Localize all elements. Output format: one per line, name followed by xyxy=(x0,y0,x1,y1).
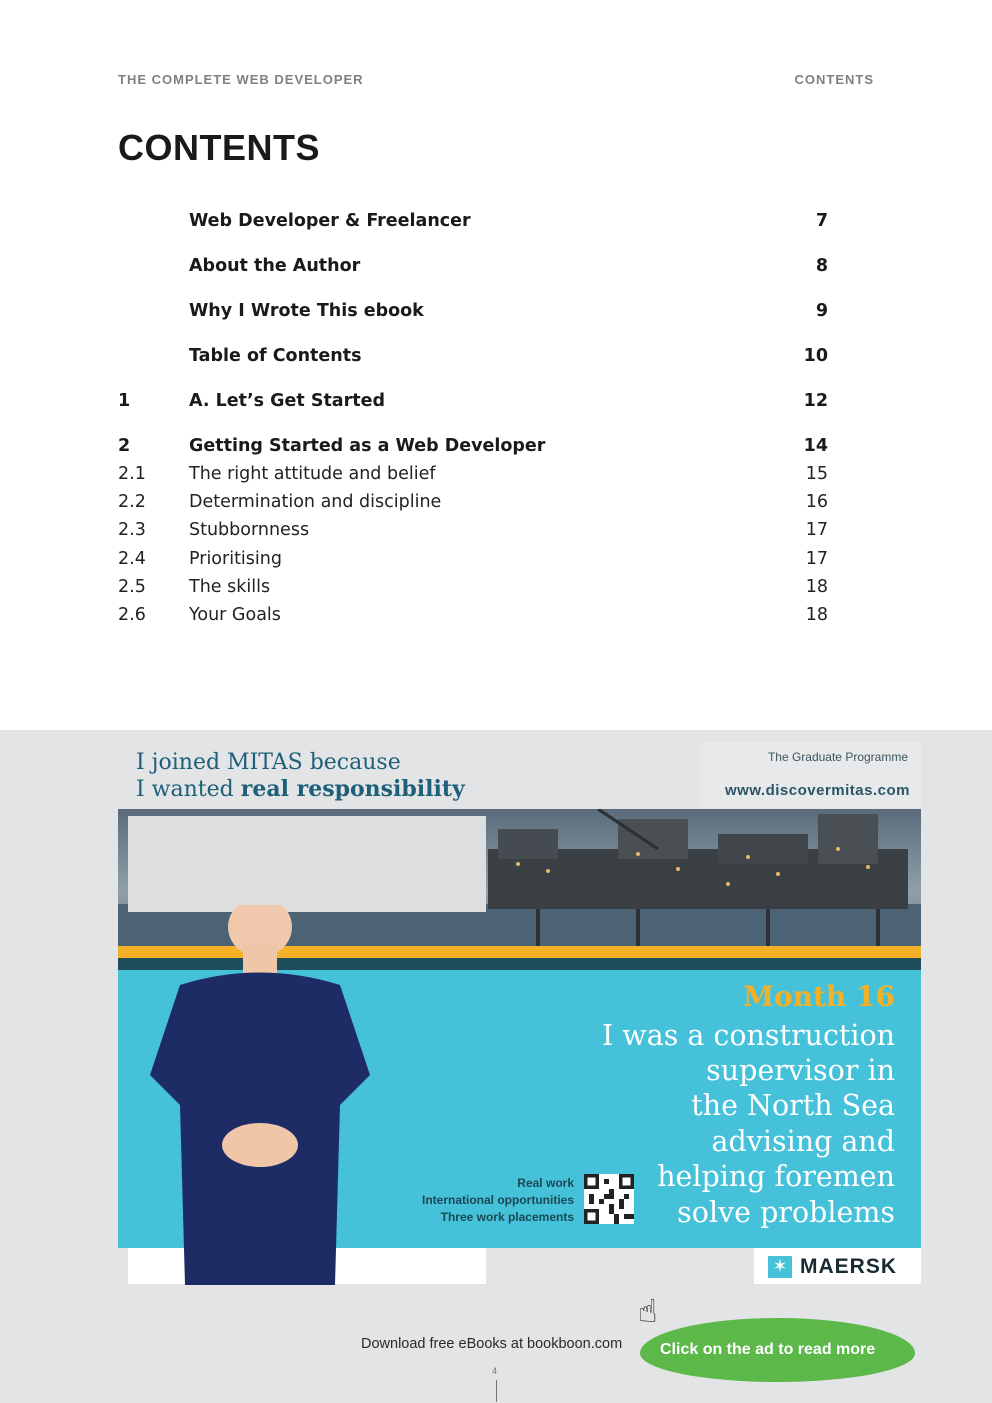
ad-headline-bold: real responsibility xyxy=(240,776,465,802)
toc-label: Getting Started as a Web Developer xyxy=(189,436,546,456)
ad-headline-line1: I joined MITAS because xyxy=(136,750,401,775)
ad-url-link[interactable]: www.discovermitas.com xyxy=(724,782,910,799)
read-more-label: Click on the ad to read more xyxy=(660,1341,876,1358)
toc-page: 16 xyxy=(805,492,828,512)
running-head-left: THE COMPLETE WEB DEVELOPER xyxy=(118,72,364,87)
toc-page: 9 xyxy=(815,301,828,321)
ad-quote-line: supervisor in xyxy=(706,1054,895,1087)
ad-headline-prefix: I wanted xyxy=(136,777,241,802)
ad-graduate-text: The Graduate Programme xyxy=(767,750,908,764)
toc-label: Web Developer & Freelancer xyxy=(189,211,471,231)
toc-row[interactable] xyxy=(118,301,828,325)
ad-quote-line: I was a construction xyxy=(601,1019,895,1052)
toc-page: 10 xyxy=(803,346,828,366)
toc-label: Table of Contents xyxy=(189,346,362,366)
ad-photo-placeholder xyxy=(128,816,486,912)
platform-module xyxy=(818,814,878,864)
qr-pattern xyxy=(584,1174,634,1224)
ad-quote-line: the North Sea xyxy=(691,1089,895,1122)
maersk-logo-text: MAERSK xyxy=(800,1255,898,1278)
toc-row[interactable] xyxy=(118,391,828,415)
page-number: 4 xyxy=(492,1366,498,1376)
toc-row[interactable] xyxy=(118,492,828,516)
toc-label: Prioritising xyxy=(189,549,282,569)
toc-num: 2.5 xyxy=(118,577,146,597)
toc-page: 15 xyxy=(805,464,828,484)
toc-page: 14 xyxy=(803,436,828,456)
page-divider xyxy=(496,1380,497,1402)
toc-label: Your Goals xyxy=(189,605,281,625)
ad-feature: Real work xyxy=(517,1176,574,1190)
toc-row[interactable] xyxy=(118,520,828,544)
toc-row[interactable] xyxy=(118,346,828,370)
toc-row[interactable] xyxy=(118,549,828,573)
toc-num: 2.1 xyxy=(118,464,146,484)
ad-feature: International opportunities xyxy=(422,1193,574,1207)
hands xyxy=(222,1123,298,1167)
woman-photo xyxy=(140,905,380,1285)
toc-row[interactable] xyxy=(118,256,828,280)
toc-page: 12 xyxy=(803,391,828,411)
toc-row[interactable] xyxy=(118,577,828,601)
running-head-right: CONTENTS xyxy=(794,72,874,87)
ad-feature: Three work placements xyxy=(440,1210,574,1224)
toc-page: 17 xyxy=(805,549,828,569)
toc-row[interactable] xyxy=(118,211,828,235)
toc-label: Stubbornness xyxy=(189,520,310,540)
toc-label: The right attitude and belief xyxy=(189,464,436,484)
toc-num: 1 xyxy=(118,391,131,411)
toc-label: About the Author xyxy=(189,256,361,276)
toc-num: 2.6 xyxy=(118,605,146,625)
toc-row[interactable] xyxy=(118,605,828,629)
pointer-hand-icon: ☝ xyxy=(638,1292,658,1330)
maersk-star-icon: ✶ xyxy=(768,1256,792,1278)
ad-month: Month 16 xyxy=(742,980,895,1013)
qr-code-icon[interactable] xyxy=(584,1174,634,1224)
toc-label: Determination and discipline xyxy=(189,492,442,512)
toc-label: A. Let’s Get Started xyxy=(189,391,386,411)
toc-num: 2.3 xyxy=(118,520,146,540)
toc-label: Why I Wrote This ebook xyxy=(189,301,424,321)
toc-row[interactable] xyxy=(118,436,828,460)
ad-headline-line2 xyxy=(136,776,465,802)
toc-label: The skills xyxy=(189,577,271,597)
toc-page: 17 xyxy=(805,520,828,540)
toc-page: 8 xyxy=(815,256,828,276)
toc-page: 7 xyxy=(815,211,828,231)
toc-num: 2.4 xyxy=(118,549,146,569)
download-link[interactable]: Download free eBooks at bookboon.com xyxy=(361,1336,623,1352)
toc-num: 2 xyxy=(118,436,131,456)
page-title: CONTENTS xyxy=(118,127,320,168)
toc-num: 2.2 xyxy=(118,492,146,512)
ad-quote-line: advising and xyxy=(711,1125,895,1158)
platform-module xyxy=(618,819,688,859)
platform-module xyxy=(718,834,808,864)
ad-quote-line: helping foremen xyxy=(657,1160,895,1193)
platform-module xyxy=(498,829,558,859)
toc-page: 18 xyxy=(805,577,828,597)
toc-row[interactable] xyxy=(118,464,828,488)
ad-quote-line: solve problems xyxy=(677,1196,895,1229)
toc-page: 18 xyxy=(805,605,828,625)
